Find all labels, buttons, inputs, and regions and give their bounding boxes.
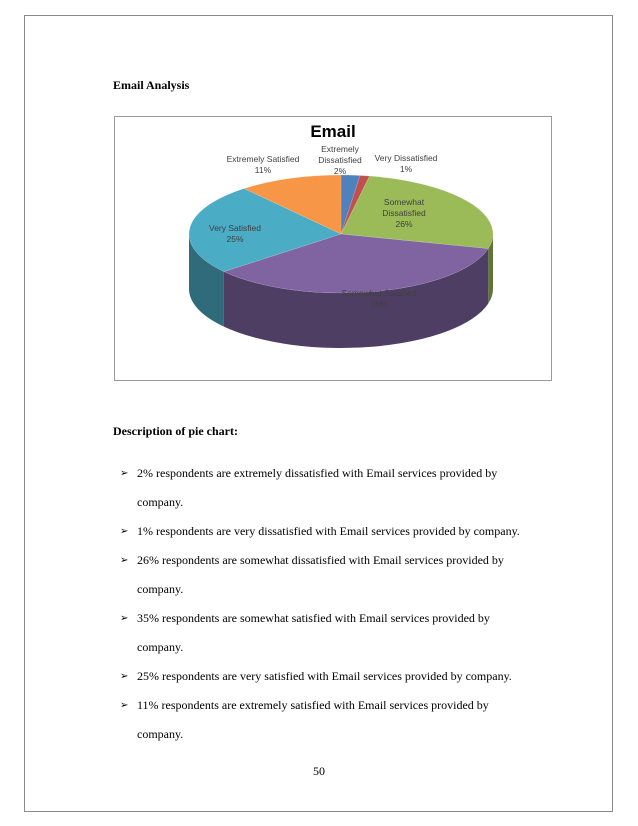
slice-label: Extremely Dissatisfied 2% — [318, 144, 362, 176]
arrow-bullet-icon: ➢ — [120, 468, 129, 479]
bullet-text-line1: 35% respondents are somewhat satisfied with Email services provided by — [137, 611, 490, 625]
page-number: 50 — [313, 764, 325, 778]
bullet-text-line2: company. — [137, 582, 184, 596]
arrow-bullet-icon: ➢ — [120, 526, 129, 537]
bullet-text-line2: company. — [137, 640, 184, 654]
chart-title: Email — [310, 122, 356, 141]
bullet-text-line1: 25% respondents are very satisfied with Email services provided by company. — [137, 669, 512, 683]
slice-value-label: 26% — [395, 219, 413, 229]
arrow-bullet-icon: ➢ — [120, 555, 129, 566]
bullet-text-line1: 11% respondents are extremely satisfied with Email services provided by — [137, 698, 489, 712]
slice-value-label: 11% — [254, 165, 272, 175]
bullet-text-line2: company. — [137, 727, 184, 741]
slice-value-label: 25% — [226, 234, 244, 244]
slice-value-label: 35% — [370, 299, 388, 309]
arrow-bullet-icon: ➢ — [120, 613, 129, 624]
slice-label: Very Dissatisfied 1% — [374, 153, 438, 174]
bullet-text-line1: 26% respondents are somewhat dissatisfied with Email services provided by — [137, 553, 504, 567]
arrow-bullet-icon: ➢ — [120, 671, 129, 682]
slice-label: Very Satisfied 25% — [209, 223, 261, 244]
bullet-text-line1: 2% respondents are extremely dissatisfied with Email services provided by — [137, 466, 498, 480]
list-item — [120, 517, 571, 546]
bullet-text-line1: 1% respondents are very dissatisfied with Email services provided by company. — [137, 524, 520, 538]
description-heading: Description of pie chart: — [113, 424, 238, 438]
description-list — [120, 459, 571, 749]
bullet-text-line2: company. — [137, 495, 184, 509]
arrow-bullet-icon: ➢ — [120, 700, 129, 711]
section-heading: Email Analysis — [113, 78, 190, 92]
slice-label: Somewhat Dissatisfied 26% — [382, 197, 426, 229]
list-item — [120, 459, 571, 517]
pie-chart — [114, 116, 552, 381]
slice-label: Somewhat Satisfied 35% — [341, 288, 417, 309]
slice-value-label: 2% — [333, 166, 347, 176]
list-item — [120, 691, 571, 749]
list-item — [120, 546, 571, 604]
slice-value-label: 1% — [399, 164, 413, 174]
list-item — [120, 662, 571, 691]
slice-label: Extremely Satisfied 11% — [226, 154, 300, 175]
pie-chart-svg — [115, 117, 553, 382]
list-item — [120, 604, 571, 662]
